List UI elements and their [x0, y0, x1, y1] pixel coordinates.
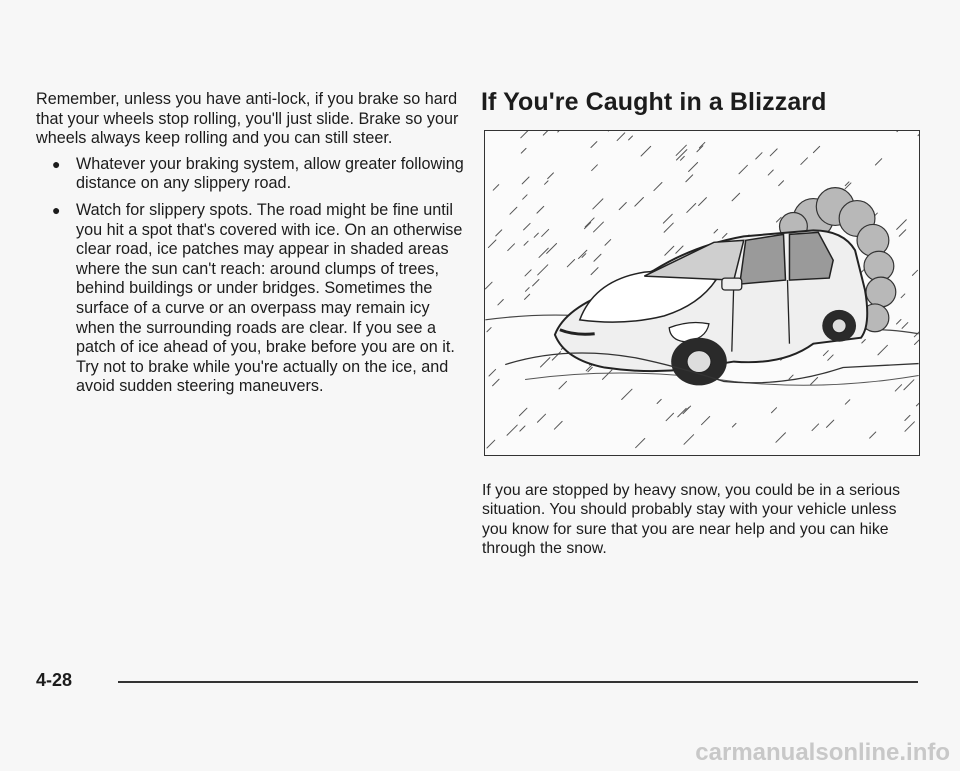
snow-streak [602, 370, 611, 379]
snow-streak [558, 131, 567, 132]
snow-streak [622, 389, 632, 399]
snow-streak [768, 170, 773, 175]
snow-streak [875, 159, 881, 165]
snow-streak [897, 220, 907, 230]
snow-streak [845, 183, 851, 189]
footer-divider [118, 681, 918, 683]
left-column [36, 90, 466, 404]
snow-streak [507, 425, 517, 435]
snow-streak [489, 369, 496, 376]
bullet-item [52, 201, 466, 397]
snow-streak [916, 397, 919, 406]
snow-streak [488, 240, 496, 248]
snow-streak [770, 149, 777, 156]
snow-streak [905, 415, 910, 420]
snow-streak [508, 244, 515, 251]
blizzard-paragraph: If you are stopped by heavy snow, you could be in a serious situation. You should probably stay with your vehicle unless you know for sure that you are near help and you can hike through the snow. [482, 482, 901, 558]
snow-streak [676, 246, 683, 253]
snow-streak [521, 148, 526, 153]
snow-streak [519, 408, 527, 416]
snow-streak [537, 414, 545, 422]
snow-streak [524, 241, 528, 245]
snow-streak [676, 145, 686, 155]
snow-streak [686, 175, 693, 182]
snow-streak [498, 300, 503, 305]
snow-streak [870, 432, 876, 438]
snow-streak [534, 233, 538, 237]
snow-streak [823, 351, 828, 356]
snow-streak [918, 132, 919, 136]
snow-streak [629, 136, 633, 140]
snow-streak [619, 203, 626, 210]
snow-streak [779, 181, 784, 186]
section-heading: If You're Caught in a Blizzard [481, 88, 827, 116]
snow-streak [699, 198, 707, 206]
snow-streak [902, 323, 908, 329]
snow-streak [664, 223, 673, 232]
snow-streak [525, 270, 531, 276]
snow-streak [776, 433, 786, 443]
bullet-icon: ● [52, 201, 61, 218]
snow-streak [654, 183, 662, 191]
snow-streak [684, 435, 694, 445]
snow-streak [680, 156, 684, 160]
snow-streak [552, 352, 560, 360]
snow-streak [594, 254, 601, 261]
snow-streak [756, 153, 762, 159]
snow-streak [789, 375, 793, 379]
snow-streak [537, 206, 544, 213]
bullet-icon: ● [52, 155, 61, 172]
snow-streak [525, 288, 529, 292]
snow-streak [914, 328, 919, 337]
snow-streak [493, 185, 499, 191]
snow-streak [487, 328, 491, 332]
snow-streak [593, 199, 603, 209]
snow-streak [567, 260, 574, 267]
snow-streak [521, 131, 528, 138]
bullet-item [52, 155, 466, 194]
snow-streak [524, 223, 530, 229]
snow-streak [897, 131, 903, 132]
snow-streak [543, 131, 552, 135]
snow-streak [542, 229, 549, 236]
snow-streak [548, 173, 554, 179]
snow-streak [687, 204, 696, 213]
snow-streak [905, 422, 914, 431]
snow-streak [665, 246, 674, 255]
snow-streak [666, 413, 673, 420]
snow-streak [594, 222, 604, 232]
snow-streak [591, 142, 597, 148]
snow-streak [739, 165, 747, 173]
snow-streak [617, 133, 625, 141]
snow-streak [901, 294, 905, 298]
snow-streak [510, 207, 517, 214]
page-number: 4-28 [36, 670, 73, 690]
snow-streak [895, 385, 901, 391]
snow-streak [714, 229, 718, 233]
snow-streak [689, 163, 698, 172]
snow-streak [554, 421, 562, 429]
snow-streak [657, 399, 661, 403]
snow-streak [522, 177, 529, 184]
snow-streak [520, 426, 525, 431]
watermark: carmanualsonline.info [695, 739, 950, 766]
snow-streak [915, 340, 919, 345]
snow-streak [585, 218, 594, 227]
snow-streak [732, 193, 740, 201]
snow-streak [496, 230, 502, 236]
snow-streak [813, 146, 819, 152]
snow-streak [605, 240, 611, 246]
bullet-text: Watch for slippery spots. The road might be fine until you hit a spot that's covered with ice. On an otherwise clear road, ice patches may appear in shaded areas where the sun can't reach: around clumps of trees, behind buildings or under bridges. Sometimes the surface of a curve or an overpass may remain icy when the surrounding roads are clear. If you see a patch of ice ahead of you, brake before you are on it. Try not to brake while you're actually on the ice, and avoid sudden steering maneuvers. [76, 200, 463, 396]
snow-streak [540, 358, 549, 367]
snow-streak [493, 379, 499, 385]
car-in-blizzard-illustration [484, 130, 920, 456]
snow-streak [523, 195, 527, 199]
snow-streak [899, 230, 906, 237]
snow-streak [878, 345, 888, 355]
snow-streak [897, 320, 901, 324]
snow-streak [845, 400, 849, 404]
snow-streak [828, 355, 833, 360]
snow-streak [904, 380, 914, 390]
snow-streak [678, 408, 687, 417]
snow-streak [801, 158, 808, 165]
snow-streak [862, 340, 866, 344]
snow-streak [771, 408, 776, 413]
snow-streak [592, 165, 598, 171]
snow-streak [485, 282, 492, 289]
snow-streak [636, 439, 645, 448]
snow-streak [538, 265, 548, 275]
snow-streak [635, 198, 644, 207]
snow-streak [811, 378, 818, 385]
snow-streak [487, 440, 495, 448]
snow-streak [584, 223, 590, 229]
snow-streak [641, 146, 651, 156]
snow-streak [812, 424, 819, 431]
snow-streak [545, 181, 548, 184]
intro-paragraph: Remember, unless you have anti-lock, if you brake so hard that your wheels stop rolling, you'll just slide. Brake so your wheels always keep rolling and you can still steer. [36, 90, 459, 148]
snow-streak [559, 381, 566, 388]
snow-streak [533, 280, 539, 286]
snow-streak [663, 214, 672, 223]
snow-streak [826, 420, 833, 427]
snow-streak [525, 294, 530, 299]
snow-streak [722, 233, 727, 238]
snow-streak [701, 416, 709, 424]
snow-streak [591, 268, 598, 275]
snow-streak [912, 270, 917, 275]
snow-streak [586, 365, 592, 371]
bullet-list [36, 155, 466, 397]
snow-streak [732, 423, 736, 427]
bullet-text: Whatever your braking system, allow greater following distance on any slippery road. [76, 154, 464, 193]
